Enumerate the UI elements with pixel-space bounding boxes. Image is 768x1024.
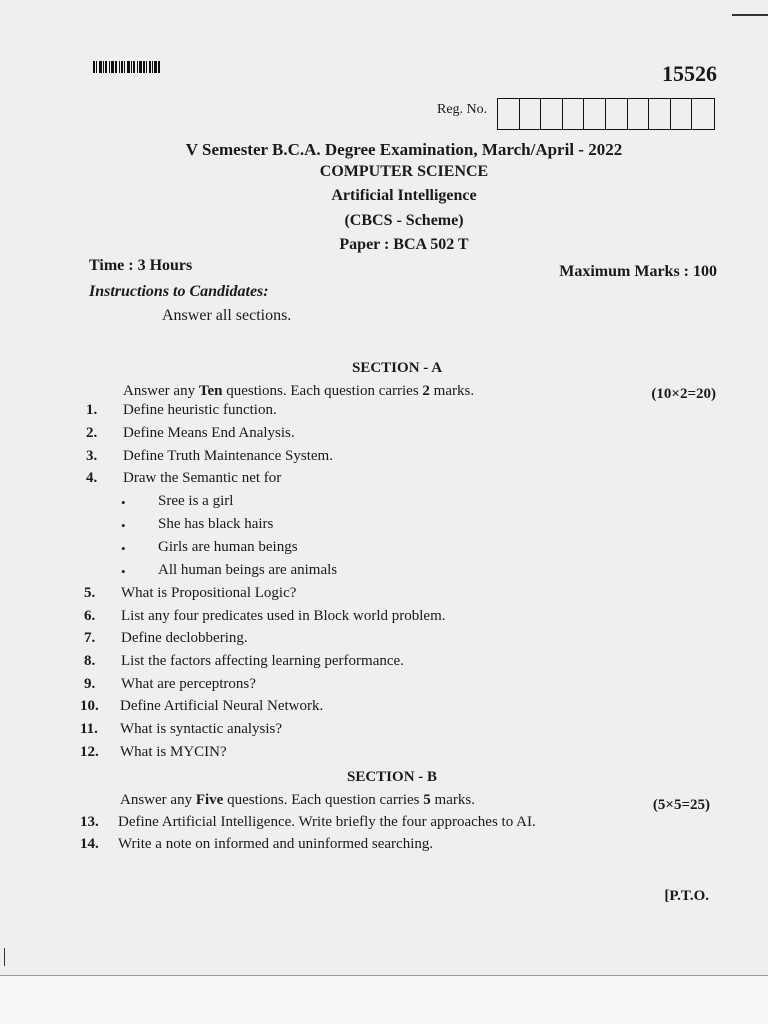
scheme-title: (CBCS - Scheme) [344,212,464,229]
question-text: Define heuristic function. [123,402,277,418]
please-turn-over: [P.T.O. [664,888,709,904]
question-number: 6. [84,608,96,624]
question-number: 9. [84,676,96,692]
corner-mark [732,14,768,16]
bullet-marker: • [121,518,126,533]
question-number: 11. [80,721,98,737]
question-number: 5. [84,585,96,601]
question-number: 13. [80,814,99,830]
question-number: 12. [80,744,99,760]
reg-no-box [541,99,563,129]
reg-no-box [628,99,650,129]
question-text: What is MYCIN? [120,744,227,760]
section-b-instruction: Answer any Five questions. Each question carries 5 marks. [120,792,475,808]
scan-background [0,975,768,1024]
paper-title: Paper : BCA 502 T [339,236,469,253]
margin-tick [4,948,5,966]
question-number: 7. [84,630,96,646]
subject-title: COMPUTER SCIENCE [319,163,489,180]
question-text: Draw the Semantic net for [123,470,282,486]
instructions-heading: Instructions to Candidates: [89,283,269,300]
bullet-text: Girls are human beings [158,539,298,555]
question-text: List any four predicates used in Block world problem. [121,608,446,624]
reg-no-box [606,99,628,129]
question-text: Write a note on informed and uninformed searching. [118,836,434,852]
time-allowed: Time : 3 Hours [89,257,193,274]
reg-no-label: Reg. No. [437,102,488,117]
section-b-marks: (5×5=25) [652,797,710,813]
section-a-marks: (10×2=20) [651,386,716,402]
question-number: 8. [84,653,96,669]
reg-no-box [692,99,714,129]
question-number: 4. [86,470,98,486]
bullet-text: Sree is a girl [158,493,234,509]
section-a-instruction: Answer any Ten questions. Each question carries 2 marks. [123,383,475,399]
reg-no-box [584,99,606,129]
question-text: List the factors affecting learning performance. [121,653,404,669]
section-b-heading: SECTION - B [347,769,438,785]
question-number: 2. [86,425,98,441]
question-number: 3. [86,448,98,464]
question-number: 14. [80,836,99,852]
bullet-marker: • [121,564,126,579]
reg-no-boxes [497,98,715,130]
paper-bottom-edge [0,975,768,976]
exam-title: V Semester B.C.A. Degree Examination, March/April - 2022 [185,140,623,159]
question-text: What is syntactic analysis? [120,721,283,737]
question-number: 1. [86,402,98,418]
reg-no-box [498,99,520,129]
bullet-text: She has black hairs [158,516,274,532]
question-text: Define Truth Maintenance System. [123,448,333,464]
instructions-text: Answer all sections. [162,307,292,324]
reg-no-box [563,99,585,129]
question-text: Define Artificial Neural Network. [120,698,324,714]
reg-no-box [649,99,671,129]
reg-no-box [671,99,693,129]
question-text: Define declobbering. [121,630,248,646]
bullet-marker: • [121,495,126,510]
maximum-marks: Maximum Marks : 100 [559,263,717,280]
reg-no-box [520,99,542,129]
section-a-heading: SECTION - A [352,360,443,376]
course-title: Artificial Intelligence [331,187,477,204]
question-number: 10. [80,698,99,714]
question-text: Define Artificial Intelligence. Write briefly the four approaches to AI. [118,814,536,830]
question-text: What is Propositional Logic? [121,585,297,601]
question-text: What are perceptrons? [121,676,256,692]
question-text: Define Means End Analysis. [123,425,295,441]
bullet-text: All human beings are animals [158,562,338,578]
paper-code: 15526 [662,61,717,86]
bullet-marker: • [121,541,126,556]
